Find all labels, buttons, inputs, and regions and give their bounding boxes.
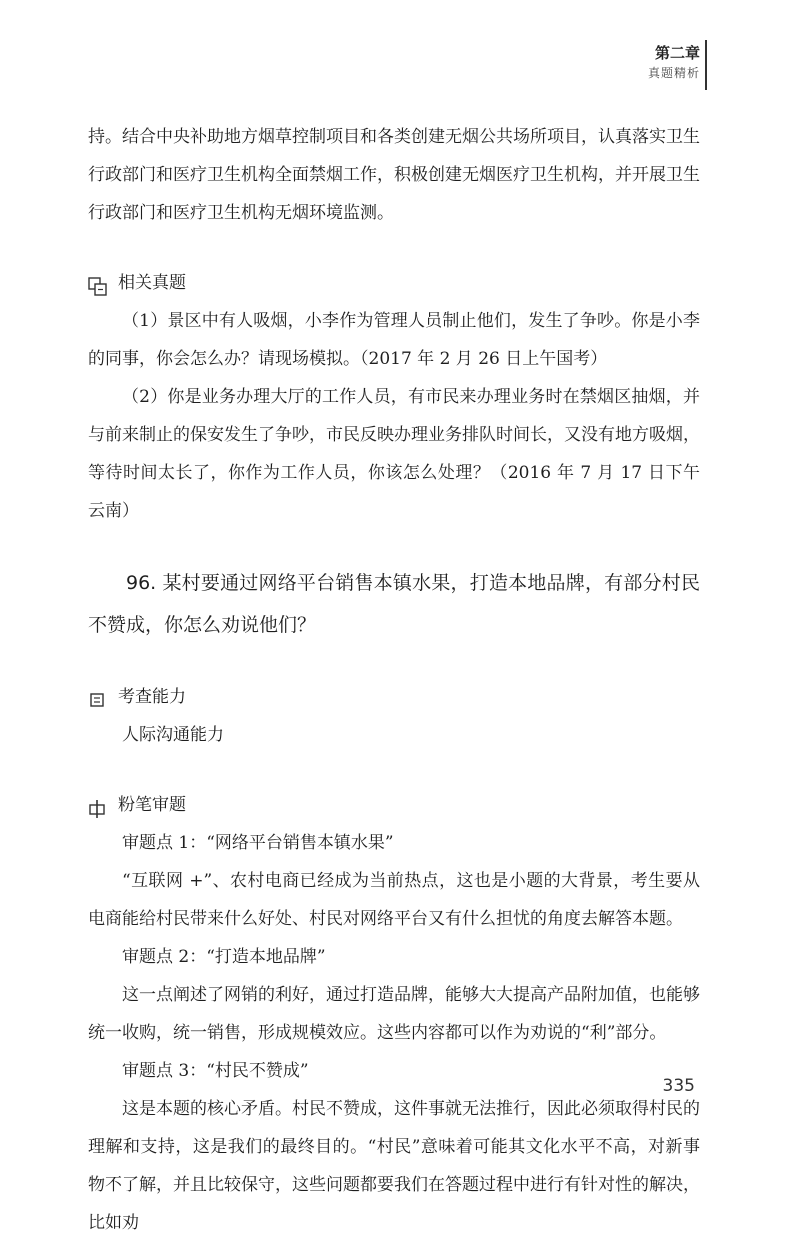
ability-section-heading [88,678,700,716]
chapter-subtitle: 真题精析 [647,66,700,80]
analysis-point-1-text: “互联网 +”、农村电商已经成为当前热点，这也是小题的大背景，考生要从电商能给村民带来什么好处、村民对网络平台又有什么担忧的角度去解答本题。 [88,871,700,929]
analysis-point-1-label: 审题点 1：“网络平台销售本镇水果” [122,833,394,853]
ability-section-title: 考查能力 [118,687,186,707]
analysis-point-3-text: 这是本题的核心矛盾。村民不赞成，这件事就无法推行，因此必须取得村民的理解和支持，这是我们的最终目的。“村民”意味着可能其文化水平不高，对新事物不了解，并且比较保守，这些问题都要我们在答题过程中进行有针对性的解决，比如劝 [88,1099,700,1233]
analysis-point-2-label: 审题点 2：“打造本地品牌” [122,947,326,967]
intro-paragraph: 持。结合中央补助地方烟草控制项目和各类创建无烟公共场所项目，认真落实卫生行政部门和医疗卫生机构全面禁烟工作，积极创建无烟医疗卫生机构，并开展卫生行政部门和医疗卫生机构无烟环境监测。 [88,127,700,223]
header-divider [705,40,707,90]
running-header [648,42,700,82]
related-question-2: （2）你是业务办理大厅的工作人员，有市民来办理业务时在禁烟区抽烟，并与前来制止的保安发生了争吵，市民反映办理业务排队时间长，又没有地方吸烟，等待时间太长了，你作为工作人员，你该怎么处理？（2016 年 7 月 17 日下午云南） [88,387,700,521]
ability-value: 人际沟通能力 [122,725,224,745]
page-number: 335 [662,1076,695,1096]
question-title: 96. 某村要通过网络平台销售本镇水果，打造本地品牌，有部分村民不赞成，你怎么劝说他们？ [88,572,700,636]
related-section-title: 相关真题 [118,273,186,293]
ability-icon [88,687,108,707]
analysis-section-heading [88,786,700,824]
analysis-point-3-label: 审题点 3：“村民不赞成” [122,1061,309,1081]
related-questions-icon [88,273,108,293]
related-question-1: （1）景区中有人吸烟，小李作为管理人员制止他们，发生了争吵。你是小李的同事，你会怎么办？请现场模拟。（2017 年 2 月 26 日上午国考） [88,311,700,369]
related-section-heading [88,264,700,302]
analysis-point-2-text: 这一点阐述了网销的利好，通过打造品牌，能够大大提高产品附加值，也能够统一收购，统一销售，形成规模效应。这些内容都可以作为劝说的“利”部分。 [88,985,700,1043]
page-content [88,118,700,1242]
analysis-icon [88,795,108,815]
analysis-section-title: 粉笔审题 [118,795,186,815]
chapter-title: 第二章 [654,44,700,62]
